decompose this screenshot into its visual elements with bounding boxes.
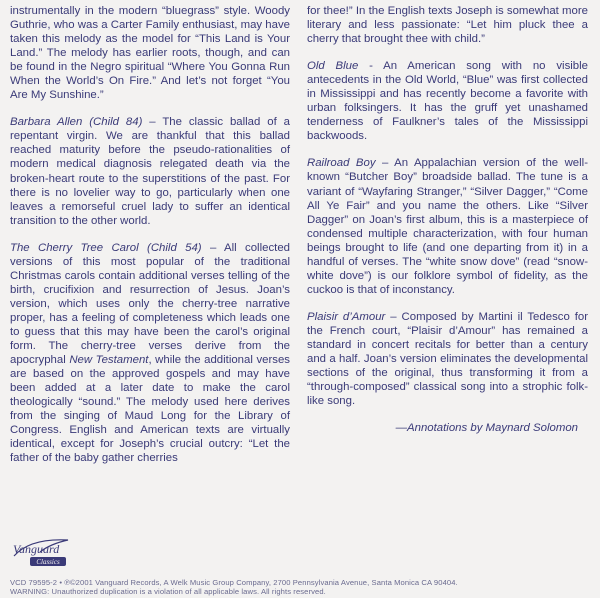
left-column [10,4,290,478]
old-blue-text: - An American song with no visible antecedents in the Old World, “Blue” was first collected in Mississippi and has recently become a favorite with urban folksingers. It has the gruff yet unashamed tenderness of Faulkner’s tales of the Mississippi backwoods. [307,60,588,143]
cherry-tree-title: The Cherry Tree Carol (Child 54) [10,241,202,254]
warning-line: WARNING: Unauthorized duplication is a violation of all applicable laws. All rights reserved. [10,587,326,596]
plaisir-damour-title: Plaisir d’Amour [307,310,386,323]
bluegrass-paragraph: instrumentally in the modern “bluegrass” style. Woody Guthrie, who was a Carter Family enthusiast, may have taken this melody as the model for “This Land is Your Land.” The melody has earlier roots, though, and can be found in the Negro spiritual “Where You Gonna Run When the World’s On Fire.” And let’s not forget “You Are My Sunshine.” [10,5,290,102]
cherry-tree-text-1: – All collected versions of this most popular of the traditional Christmas carols contain additional verses telling of the birth, crucifixion and resurrection of Jesus. Joan’s version, which uses only the cherry-tree narrative proper, has a feeling of completeness which leads one to guess that this may have been the carol’s original form. The cherry-tree verses derive from the apocryphal [10,241,290,367]
svg-text:Vanguard: Vanguard [13,542,60,556]
footer [10,542,590,596]
cherry-tree-paragraph [10,241,290,466]
plaisir-damour-text: – Composed by Martini il Tedesco for the French court, “Plaisir d’Amour” has remained a standard in concert recitals for better than a century and a half. Joan’s version eliminates the developmental sections of the original, thus transforming it from a “through-composed” classical song into a strophic folk-like song. [307,310,589,408]
vanguard-logo [10,534,72,568]
old-blue-paragraph [307,59,588,143]
barbara-allen-title: Barbara Allen (Child 84) [10,116,143,129]
railroad-boy-paragraph [307,156,588,296]
old-blue-title: Old Blue [307,60,359,73]
railroad-boy-title: Railroad Boy [307,157,376,170]
plaisir-damour-paragraph [307,310,588,408]
railroad-boy-text: – An Appalachian version of the well-known “Butcher Boy” broadside ballad. The tune is a variant of “Wayfaring Stranger,” “Silver Dagger,” “Come All Ye Fair” and you name the others. Like “Silver Dagger” on Joan’s first album, this is a masterpiece of condensed multiple characterization, with four human beings brought to life (and one departing from it) in a handful of verses. The “white snow dove” (read “snow-white dove”) is our folklore symbol of fidelity, as the cuckoo is that of inconstancy. [307,157,588,296]
svg-text:Classics: Classics [36,558,60,566]
annotations-attribution: —Annotations by Maynard Solomon [395,422,578,435]
cherry-tree-continuation: for thee!” In the English texts Joseph is somewhat more literary and less passionate: “Let him pluck thee a cherry that brought thee with child.” [307,5,588,46]
barbara-allen-paragraph [10,115,290,227]
right-column [307,4,588,448]
barbara-allen-text: – The classic ballad of a repentant virgin. We are thankful that this ballad reached maturity before the pseudo-rationalities of modern medical diagnosis relegated death via the broken-heart route to the superstitions of the past. For there is no lovelier way to go, particularly when one leaves a remorseful cruel lady to suffer an identical transition to the other world. [10,116,290,227]
cherry-tree-text-2: , while the additional verses are based on the approved gospels and may have been added at a later date to make the carol theologically “sound.” The melody used here derives from the singing of Maud Long for the Library of Congress. English and American texts are virtually identical, except for Joseph’s crucial outcry: “Let the father of the baby gather cherries [10,354,291,465]
cherry-tree-italic: New Testament [69,354,149,367]
copyright-line: VCD 79595-2 • ℗©2001 Vanguard Records, A Welk Music Group Company, 2700 Pennsylvania Avenue, Santa Monica CA 90404. [10,578,458,587]
